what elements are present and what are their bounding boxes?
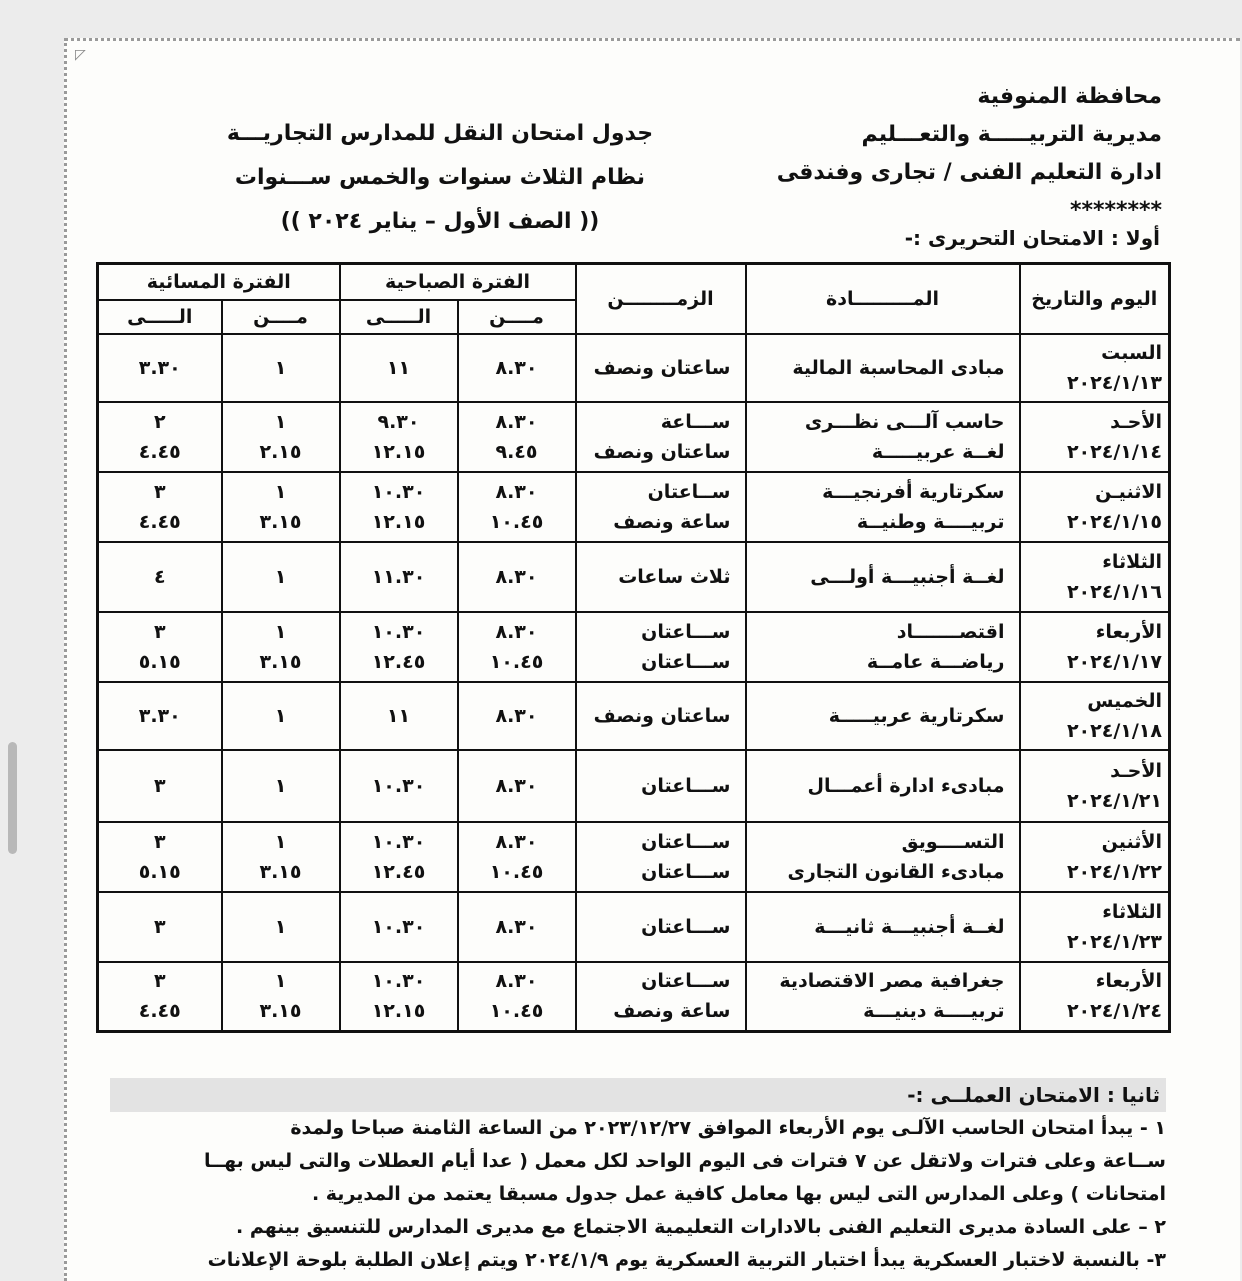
table-row [98, 612, 1170, 682]
exam-date: ٢٠٢٤/١/١٥ [1066, 510, 1162, 533]
day-date-cell [1020, 472, 1170, 542]
evening-from-cell [222, 612, 340, 682]
morning-from-cell [458, 962, 576, 1032]
evening-to-value: ٤.٤٥ [138, 510, 181, 533]
duration-cell [576, 472, 746, 542]
morning-from-cell [458, 612, 576, 682]
evening-to-value: ٤ [153, 565, 166, 588]
duration-value: ثلاث ساعات [618, 565, 731, 588]
evening-from-value: ١ [274, 356, 287, 379]
subject-value: مبادىء ادارة أعمـــال [807, 774, 1005, 797]
evening-from-value: ١ [274, 620, 287, 643]
directorate-name: مديرية التربيـــــة والتعـــليم [861, 122, 1162, 147]
evening-from-value: ١ [274, 565, 287, 588]
morning-to-value: ١٢.٤٥ [371, 860, 426, 883]
day-date-cell [1020, 822, 1170, 892]
evening-to-value: ٤.٤٥ [138, 440, 181, 463]
evening-from-value: ١ [274, 774, 287, 797]
morning-to-value: ١١ [386, 356, 411, 379]
morning-to-cell [340, 682, 458, 750]
morning-from-value: ٨.٣٠ [495, 356, 538, 379]
morning-from-value: ٨.٣٠ [495, 480, 538, 503]
subject-value: حاسب آلـــى نظـــرى [804, 410, 1005, 433]
evening-from-value: ١ [274, 704, 287, 727]
day-date-cell [1020, 682, 1170, 750]
exam-date: ٢٠٢٤/١/٢٢ [1066, 860, 1162, 883]
exam-date: ٢٠٢٤/١/١٧ [1066, 650, 1162, 673]
governorate-name: محافظة المنوفية [977, 84, 1162, 109]
morning-to-cell [340, 750, 458, 822]
morning-from-value: ١٠.٤٥ [489, 650, 544, 673]
practical-line: ٢ – على السادة مديرى التعليم الفنى بالادارات التعليمية الاجتماع مع مديرى المدارس للتنسيق بينهم . [236, 1216, 1166, 1238]
evening-from-value: ١ [274, 970, 287, 993]
morning-to-cell [340, 402, 458, 472]
evening-to-cell [98, 822, 222, 892]
section-practical-title: ثانيا : الامتحان العملــى :- [110, 1078, 1166, 1112]
duration-cell [576, 750, 746, 822]
evening-to-cell [98, 892, 222, 962]
morning-from-value: ٨.٣٠ [495, 774, 538, 797]
evening-to-value: ٥.١٥ [138, 860, 181, 883]
subject-value: تربيــــة دينيـــة [863, 1000, 1005, 1023]
header-title-block [210, 112, 670, 244]
section-written-title: أولا : الامتحان التحريرى :- [904, 226, 1160, 250]
evening-to-cell [98, 334, 222, 402]
evening-from-cell [222, 334, 340, 402]
morning-to-cell [340, 822, 458, 892]
morning-from-cell [458, 472, 576, 542]
morning-to-value: ١٠.٣٠ [371, 480, 426, 503]
evening-to-value: ٣ [153, 480, 166, 503]
subject-value: لغــة أجنبيـــة أولـــى [810, 565, 1005, 588]
evening-to-cell [98, 402, 222, 472]
morning-to-cell [340, 962, 458, 1032]
table-row [98, 750, 1170, 822]
morning-to-value: ١٠.٣٠ [371, 774, 426, 797]
morning-to-value: ١٠.٣٠ [371, 620, 426, 643]
morning-to-value: ١٠.٣٠ [371, 830, 426, 853]
header-morning-from: مــــن [458, 300, 576, 334]
scrollbar-handle[interactable] [8, 742, 17, 854]
evening-to-value: ٣.٣٠ [138, 356, 181, 379]
day-name: الأحـد [1110, 759, 1162, 782]
duration-cell [576, 334, 746, 402]
duration-cell [576, 402, 746, 472]
evening-to-value: ٣ [153, 970, 166, 993]
evening-from-value: ١ [274, 410, 287, 433]
day-date-cell [1020, 542, 1170, 612]
subject-value: سكرتارية أفرنجيـــة [822, 480, 1005, 503]
evening-to-value: ٣ [153, 915, 166, 938]
subject-cell [746, 472, 1020, 542]
morning-from-value: ٨.٣٠ [495, 915, 538, 938]
duration-value: ســاعتان [647, 480, 731, 503]
exam-date: ٢٠٢٤/١/٢١ [1066, 789, 1162, 812]
header-authority [762, 78, 1162, 230]
evening-to-cell [98, 542, 222, 612]
evening-from-value: ١ [274, 480, 287, 503]
duration-cell [576, 822, 746, 892]
evening-to-cell [98, 750, 222, 822]
morning-from-value: ٨.٣٠ [495, 410, 538, 433]
duration-value: ساعة ونصف [613, 1000, 731, 1023]
morning-from-value: ٨.٣٠ [495, 970, 538, 993]
morning-to-value: ١٢.١٥ [371, 1000, 426, 1023]
table-row [98, 334, 1170, 402]
header-subject: المـــــــــادة [746, 264, 1020, 334]
evening-to-value: ٥.١٥ [138, 650, 181, 673]
subject-value: التســــويق [901, 830, 1005, 853]
table-row [98, 822, 1170, 892]
morning-from-cell [458, 892, 576, 962]
duration-value: ساعتان ونصف [593, 704, 731, 727]
morning-to-cell [340, 472, 458, 542]
day-name: الثلاثاء [1102, 900, 1162, 923]
subject-cell [746, 962, 1020, 1032]
header-duration: الزمــــــــن [576, 264, 746, 334]
evening-from-cell [222, 542, 340, 612]
morning-to-cell [340, 612, 458, 682]
duration-value: ساعة ونصف [613, 510, 731, 533]
header-evening-from: مــــن [222, 300, 340, 334]
evening-from-value: ٣.١٥ [259, 860, 302, 883]
morning-to-value: ١٢.٤٥ [371, 650, 426, 673]
duration-value: ساعتان ونصف [593, 356, 731, 379]
morning-from-value: ٩.٤٥ [495, 440, 538, 463]
practical-line: ٣- بالنسبة لاختبار العسكرية يبدأ اختبار التربية العسكرية يوم ٢٠٢٤/١/٩ ويتم إعلان الطلبة بلوحة الإعلانات [207, 1249, 1166, 1271]
duration-value: ســـاعتان [641, 915, 731, 938]
morning-from-cell [458, 750, 576, 822]
evening-to-value: ٣ [153, 620, 166, 643]
subject-cell [746, 612, 1020, 682]
morning-from-value: ٨.٣٠ [495, 830, 538, 853]
header-evening-to: الـــــى [98, 300, 222, 334]
table-row [98, 472, 1170, 542]
table-row [98, 892, 1170, 962]
evening-to-value: ٣ [153, 774, 166, 797]
day-date-cell [1020, 334, 1170, 402]
exam-date: ٢٠٢٤/١/٢٤ [1066, 1000, 1162, 1023]
subject-cell [746, 334, 1020, 402]
morning-from-cell [458, 822, 576, 892]
duration-cell [576, 542, 746, 612]
day-name: الأحـد [1110, 410, 1162, 433]
morning-to-value: ١٠.٣٠ [371, 970, 426, 993]
administration-name: ادارة التعليم الفنى / تجارى وفندقى [776, 160, 1162, 185]
exam-date: ٢٠٢٤/١/١٨ [1066, 719, 1162, 742]
evening-to-value: ٣.٣٠ [138, 704, 181, 727]
morning-to-value: ١١.٣٠ [371, 565, 426, 588]
table-row [98, 542, 1170, 612]
table-row [98, 682, 1170, 750]
morning-from-cell [458, 334, 576, 402]
evening-from-value: ٣.١٥ [259, 650, 302, 673]
practical-line: ســاعة وعلى فترات ولاتقل عن ٧ فترات فى اليوم الواحد لكل معمل ( عدا أيام العطلات والتى ليس بهــا [203, 1150, 1166, 1172]
duration-value: ســـاعتان [641, 830, 731, 853]
morning-from-cell [458, 402, 576, 472]
subject-value: مبادى المحاسبة المالية [792, 356, 1005, 379]
morning-from-cell [458, 682, 576, 750]
morning-to-cell [340, 892, 458, 962]
subject-cell [746, 402, 1020, 472]
duration-value: ساعتان ونصف [593, 440, 731, 463]
day-date-cell [1020, 892, 1170, 962]
evening-from-cell [222, 750, 340, 822]
table-row [98, 962, 1170, 1032]
exam-date: ٢٠٢٤/١/١٣ [1066, 371, 1162, 394]
evening-to-cell [98, 612, 222, 682]
subject-cell [746, 682, 1020, 750]
duration-cell [576, 962, 746, 1032]
duration-cell [576, 892, 746, 962]
subject-value: جغرافية مصر الاقتصادية [779, 970, 1005, 993]
header-separator: ******** [1069, 198, 1162, 223]
subject-value: رياضـــة عامــة [866, 650, 1005, 673]
header-evening: الفترة المسائية [98, 264, 340, 300]
duration-value: ســـاعة [660, 410, 731, 433]
evening-to-value: ٢ [153, 410, 166, 433]
subject-value: لغــة أجنبيـــة ثانيـــة [814, 915, 1005, 938]
duration-value: ســـاعتان [641, 620, 731, 643]
day-date-cell [1020, 612, 1170, 682]
morning-to-cell [340, 542, 458, 612]
day-date-cell [1020, 402, 1170, 472]
evening-to-cell [98, 472, 222, 542]
header-morning: الفترة الصباحية [340, 264, 576, 300]
morning-from-cell [458, 542, 576, 612]
day-name: السبت [1101, 341, 1162, 364]
evening-from-value: ٢.١٥ [259, 440, 302, 463]
day-name: الأثنين [1101, 830, 1162, 853]
day-date-cell [1020, 962, 1170, 1032]
evening-from-value: ١ [274, 830, 287, 853]
evening-from-cell [222, 472, 340, 542]
subject-value: لغــة عربيـــــة [871, 440, 1005, 463]
exam-date: ٢٠٢٤/١/١٤ [1066, 440, 1162, 463]
duration-cell [576, 682, 746, 750]
evening-to-cell [98, 962, 222, 1032]
subject-cell [746, 750, 1020, 822]
practical-line: امتحانات ) وعلى المدارس التى ليس بها معامل كافية عمل جدول مسبقا يعتمد من المديرية . [311, 1183, 1166, 1205]
morning-from-value: ٨.٣٠ [495, 704, 538, 727]
evening-from-cell [222, 682, 340, 750]
subject-cell [746, 892, 1020, 962]
evening-from-cell [222, 892, 340, 962]
evening-from-value: ٣.١٥ [259, 510, 302, 533]
day-name: الأربعاء [1095, 620, 1162, 643]
morning-to-value: ١١ [386, 704, 411, 727]
morning-to-value: ٩.٣٠ [377, 410, 420, 433]
evening-to-cell [98, 682, 222, 750]
exam-schedule-table [96, 262, 1171, 1033]
schedule-title: جدول امتحان النقل للمدارس التجاريـــة [226, 121, 654, 146]
subject-value: اقتصـــــــاد [896, 620, 1005, 643]
subject-value: سكرتارية عربيـــــة [828, 704, 1005, 727]
duration-cell [576, 612, 746, 682]
header-morning-to: الـــــى [340, 300, 458, 334]
practical-line: ١ - يبدأ امتحان الحاسب الآلـى يوم الأربعاء الموافق ٢٠٢٣/١٢/٢٧ من الساعة الثامنة صباحا ولمدة [290, 1117, 1166, 1139]
evening-from-value: ٣.١٥ [259, 1000, 302, 1023]
exam-date: ٢٠٢٤/١/٢٣ [1066, 930, 1162, 953]
day-name: الثلاثاء [1102, 550, 1162, 573]
schedule-grade: (( الصف الأول – يناير ٢٠٢٤ )) [280, 209, 600, 234]
practical-section [110, 1078, 1166, 1277]
morning-from-value: ١٠.٤٥ [489, 1000, 544, 1023]
day-name: الاثنيـن [1095, 480, 1162, 503]
duration-value: ســـاعتان [641, 970, 731, 993]
duration-value: ســـاعتان [641, 774, 731, 797]
schedule-system: نظام الثلاث سنوات والخمس ســـنوات [234, 165, 646, 190]
evening-to-value: ٤.٤٥ [138, 1000, 181, 1023]
subject-value: تربيــــة وطنيــة [856, 510, 1005, 533]
morning-to-cell [340, 334, 458, 402]
evening-from-value: ١ [274, 915, 287, 938]
subject-cell [746, 822, 1020, 892]
exam-date: ٢٠٢٤/١/١٦ [1066, 580, 1162, 603]
corner-fold-icon: ◸ [75, 47, 86, 63]
table-row [98, 402, 1170, 472]
day-name: الأربعاء [1095, 970, 1162, 993]
evening-to-value: ٣ [153, 830, 166, 853]
morning-to-value: ١٢.١٥ [371, 510, 426, 533]
duration-value: ســـاعتان [641, 650, 731, 673]
morning-from-value: ١٠.٤٥ [489, 860, 544, 883]
header-day: اليوم والتاريخ [1020, 264, 1170, 334]
evening-from-cell [222, 402, 340, 472]
morning-from-value: ٨.٣٠ [495, 565, 538, 588]
morning-to-value: ١٠.٣٠ [371, 915, 426, 938]
morning-to-value: ١٢.١٥ [371, 440, 426, 463]
day-date-cell [1020, 750, 1170, 822]
day-name: الخميس [1087, 689, 1162, 712]
morning-from-value: ١٠.٤٥ [489, 510, 544, 533]
evening-from-cell [222, 962, 340, 1032]
evening-from-cell [222, 822, 340, 892]
morning-from-value: ٨.٣٠ [495, 620, 538, 643]
duration-value: ســـاعتان [641, 860, 731, 883]
subject-value: مبادىء القانون التجارى [787, 860, 1005, 883]
subject-cell [746, 542, 1020, 612]
